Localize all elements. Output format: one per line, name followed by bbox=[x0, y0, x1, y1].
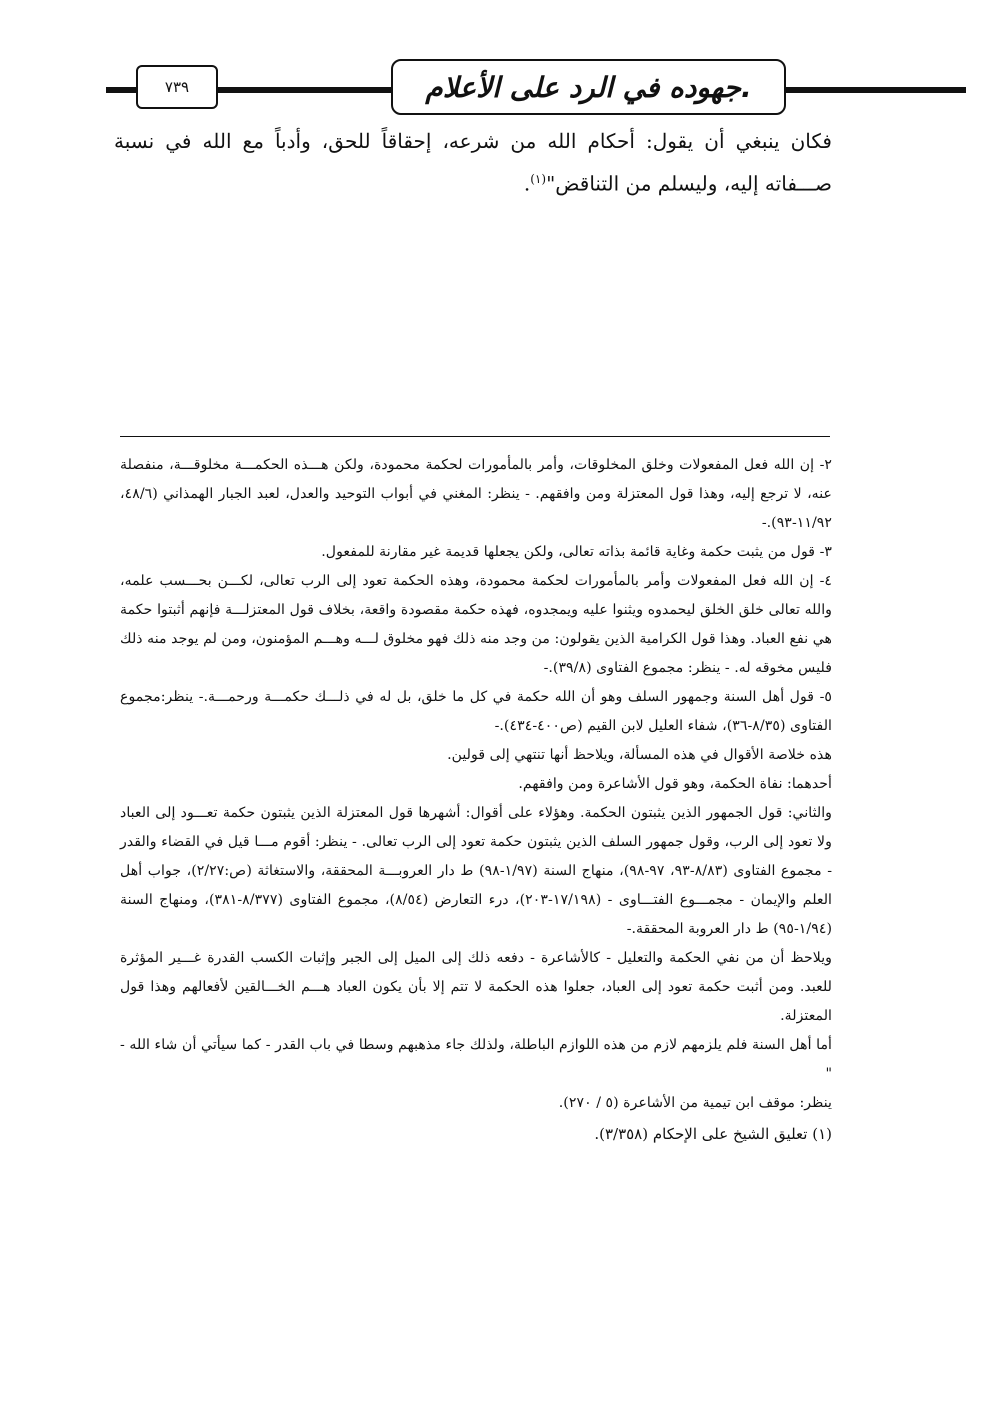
footnote-divider bbox=[120, 436, 830, 437]
header-rule-left bbox=[106, 87, 140, 93]
header-rule-middle bbox=[214, 87, 394, 93]
note-paragraph: ٣- قول من يثبت حكمة وغاية قائمة بذاته تعالى، ولكن يجعلها قديمة غير مقارنة للمفعول. bbox=[321, 544, 832, 560]
note-paragraph: والثاني: قول الجمهور الذين يثبتون الحكمة. وهؤلاء على أقوال: أشهرها قول المعتزلة الذين يثبتون حكمة تعـــود إلى العباد ولا تعود إلى الرب، وقول جمهور السلف الذين يثبتون حكمة تعود إلى الرب تعالى. - ينظر: أقوم مـــا قيل في القضاء والقدر - مجموع الفتاوى (٨/٨٣-٩٣، ٩٧-٩٨)، منهاج السنة (١/٩٧-٩٨) ط دار العروبـــة المحققة، والاستغاثة (ص:٢/٢٧)، جواب أهل العلم والإيمان - مجمـــوع الفتـــاوى - (١٧/١٩٨-٢٠٣)، درء التعارض (٨/٥٤)، مجموع الفتاوى (٨/٣٧٧-٣٨١)، ومنهاج السنة (١/٩٤-٩٥) ط دار العروبة المحققة.- bbox=[120, 805, 833, 937]
note-paragraph: ٤- إن الله فعل المفعولات وأمر بالمأمورات لحكمة محمودة، وهذه الحكمة تعود إلى الرب تعالى، لكـــن بحـــسب علمه، والله تعالى خلق الخلق ليحمدوه ويثنوا عليه ويمجدوه، فهذه حكمة مقصودة واقعة، بخلاف قول المعتزلـــة فإنهم أثبتوا حكمة هي نفع العباد. وهذا قول الكرامية الذين يقولون: من وجد منه ذلك فهو مخلوق لـــه وهـــم المؤمنون، ومن لم يوجد منه ذلك فليس مخوقه له. - ينظر: مجموع الفتاوى (٣٩/٨).- bbox=[120, 573, 832, 676]
main-paragraph bbox=[114, 122, 832, 203]
header-rule-right bbox=[782, 87, 966, 93]
note-paragraph: ينظر: موقف ابن تيمية من الأشاعرة (٥ / ٢٧٠). bbox=[558, 1095, 832, 1111]
note-paragraph: ٥- قول أهل السنة وجمهور السلف وهو أن الله حكمة في كل ما خلق، بل له في ذلـــك حكمـــة ورحمـــة.- ينظر:مجموع الفتاوى (٨/٣٥-٣٦)، شفاء العليل لابن القيم (ص٤٠٠-٤٣٤).- bbox=[120, 689, 832, 734]
footnote-reference: (١) bbox=[530, 172, 547, 186]
main-text bbox=[114, 122, 832, 203]
note-paragraph: أحدهما: نفاة الحكمة، وهو قول الأشاعرة ومن وافقهم. bbox=[518, 776, 832, 792]
note-paragraph: أما أهل السنة فلم يلزمهم لازم من هذه اللوازم الباطلة، ولذلك جاء مذهبهم وسطا في باب القدر - كما سيأتي أن شاء الله -" bbox=[120, 1037, 832, 1082]
footnote-1: (١) تعليق الشيخ على الإحكام (٣/٣٥٨). bbox=[594, 1125, 832, 1143]
running-title: جهوده في الرد على الأعلام. bbox=[391, 59, 786, 115]
note-paragraph: ٢- إن الله فعل المفعولات وخلق المخلوقات، وأمر بالمأمورات لحكمة محمودة، ولكن هـــذه الحكمـــة مخلوقـــة، منفصلة عنه، لا ترجع إليه، وهذا قول المعتزلة ومن وافقهم. - ينظر: المغني في أبواب التوحيد والعدل، لعبد الجبار الهمذاني (٤٨/٦، ١١/٩٢-٩٣).- bbox=[120, 457, 832, 531]
note-paragraph: هذه خلاصة الأقوال في هذه المسألة، ويلاحظ أنها تنتهي إلى قولين. bbox=[447, 747, 832, 763]
main-paragraph-end: . bbox=[523, 171, 531, 196]
page-number: ٧٣٩ bbox=[136, 65, 218, 109]
footnotes-section bbox=[120, 451, 832, 1149]
note-paragraph: ويلاحظ أن من نفي الحكمة والتعليل - كالأشاعرة - دفعه ذلك إلى الميل إلى الجبر وإثبات الكسب القدرة غـــير المؤثرة للعبد. ومن أثبت حكمة تعود إلى العباد، جعلوا هذه الحكمة لا تتم إلا بأن يكون العباد هـــم الخـــالقين لأفعالهم وهذا قول المعتزلة. bbox=[120, 950, 832, 1024]
main-paragraph-text: فكان ينبغي أن يقول: أحكام الله من شرعه، إحقاقاً للحق، وأدباً مع الله في نسبة صـــفاته إليه، وليسلم من التناقض" bbox=[114, 129, 832, 196]
